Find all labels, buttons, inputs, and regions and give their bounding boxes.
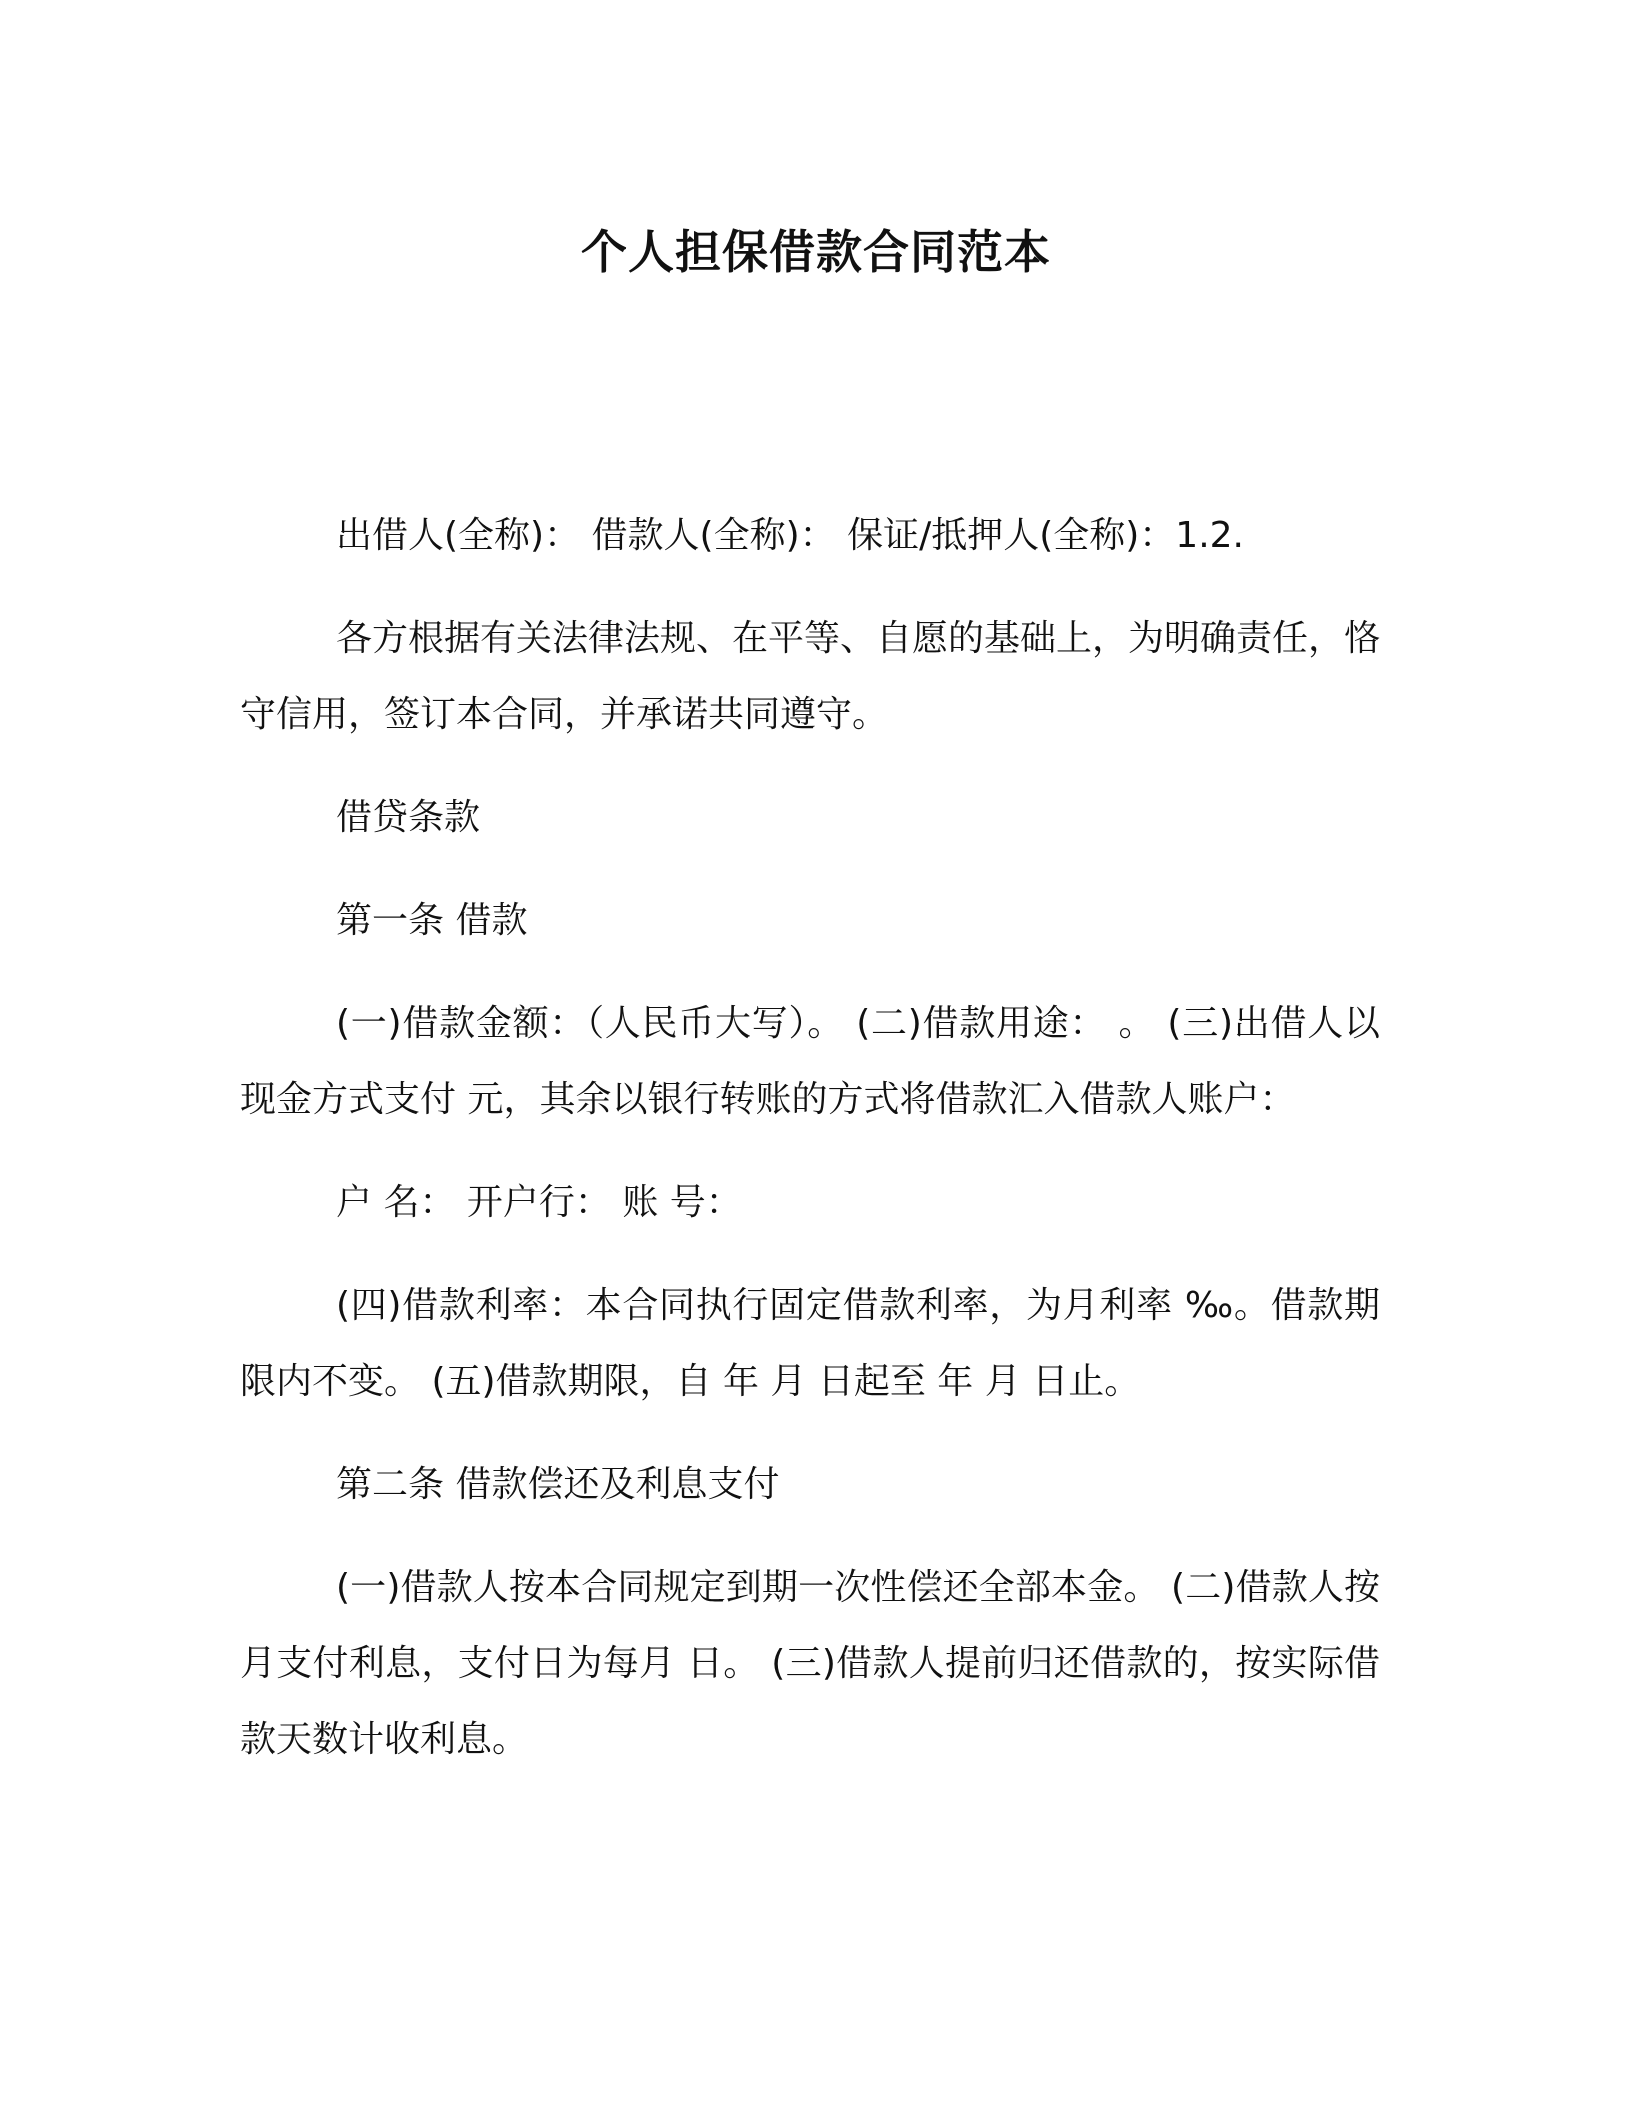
interest-term-paragraph: (四)借款利率：本合同执行固定借款利率，为月利率 ‰。借款期限内不变。 (五)借款期限，自 年 月 日起至 年 月 日止。 [240, 1285, 1380, 1402]
article-2-heading: 第二条 借款偿还及利息支付 [336, 1464, 780, 1505]
document-body [240, 498, 1380, 1805]
account-info-paragraph: 户 名： 开户行： 账 号： [336, 1182, 742, 1223]
section-heading-loan-terms: 借贷条款 [336, 797, 481, 838]
article-1-paragraph: (一)借款金额：（人民币大写）。 (二)借款用途： 。 (三)出借人以现金方式支付 元，其余以银行转账的方式将借款汇入借款人账户： [240, 1003, 1380, 1120]
article-1-heading: 第一条 借款 [336, 900, 528, 941]
preamble-paragraph: 各方根据有关法律法规、在平等、自愿的基础上，为明确责任，恪守信用，签订本合同，并承诺共同遵守。 [240, 618, 1381, 735]
parties-paragraph: 出借人(全称)： 借款人(全称)： 保证/抵押人(全称)：1.2. [336, 515, 1244, 556]
document-title: 个人担保借款合同范本 [581, 225, 1051, 279]
article-2-paragraph: (一)借款人按本合同规定到期一次性偿还全部本金。 (二)借款人按月支付利息，支付日为每月 日。 (三)借款人提前归还借款的，按实际借款天数计收利息。 [240, 1567, 1380, 1760]
